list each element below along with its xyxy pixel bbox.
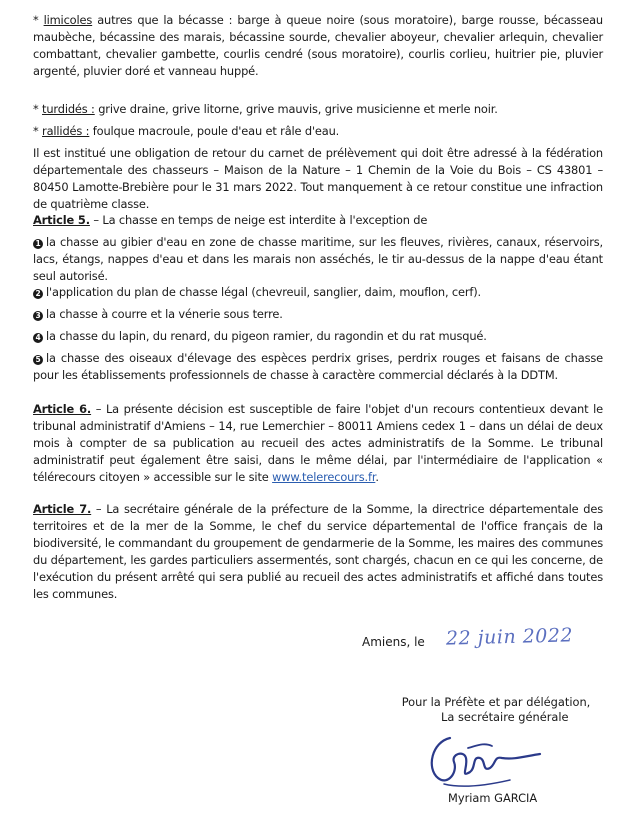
article-5-intro-text: – La chasse en temps de neige est interdite à l'exception de: [89, 213, 428, 227]
number-3-icon: 3: [33, 311, 43, 321]
article-7-paragraph: [33, 501, 603, 603]
article-5-item-text: la chasse des oiseaux d'élevage des espèces perdrix grises, perdrix rouges et faisans de chasse pour les établissements professionnels de chasse à caractère commercial déclarés à la DDTM.: [33, 351, 603, 382]
signer-name: Myriam GARCIA: [448, 791, 538, 805]
handwritten-date: 22 juin 2022: [445, 624, 574, 650]
article-5-intro: [33, 212, 603, 229]
article-5-item-4: [33, 328, 603, 345]
article-6-end: .: [375, 470, 379, 484]
article-7-heading: Article 7.: [33, 502, 92, 516]
article-5-item-2: [33, 284, 603, 301]
number-4-icon: 4: [33, 333, 43, 343]
article-6-heading: Article 6.: [33, 402, 92, 416]
article-5-item-5: [33, 350, 603, 384]
limicoles-label: limicoles: [43, 13, 93, 27]
turdides-paragraph: * turdidés : grive draine, grive litorne, grive mauvis, grive musicienne et merle noir.: [33, 102, 498, 116]
article-5-item-text: la chasse au gibier d'eau en zone de chasse maritime, sur les fleuves, rivières, canaux, réservoirs, lacs, étangs, nappes d'eau et dans les marais non asséchés, le tir au-dessus de la nappe d'eau étant seul autorisé.: [33, 235, 603, 283]
article-5-item-text: l'application du plan de chasse légal (chevreuil, sanglier, daim, mouflon, cerf).: [46, 285, 482, 299]
handwritten-signature-icon: [424, 728, 544, 792]
signature-title: La secrétaire générale: [441, 710, 569, 724]
rallides-label: rallidés :: [42, 124, 90, 138]
obligation-paragraph: Il est institué une obligation de retour du carnet de prélèvement qui doit être adressé à la fédération départementale des chasseurs – Maison de la Nature – 1 Chemin de la Voie du Bois – CS 43801 – 80450 Lamotte-Brebière pour le 31 mars 2022. Tout manquement à ce retour constitue une infraction de quatrième classe.: [33, 146, 603, 211]
article-5-heading: Article 5.: [33, 213, 90, 227]
article-7-text: – La secrétaire générale de la préfecture de la Somme, la directrice départementale des territoires et de la mer de la Somme, le chef du service départemental de l'office français de la biodiversité, le commandant du groupement de gendarmerie de la Somme, les maires des communes du département, les gardes particuliers assermentés, sont chargés, chacun en ce qui les concerne, de l'exécution du présent arrêté qui sera publié au recueil des actes administratifs et affiché dans toutes les communes.: [33, 502, 604, 601]
article-5-item-3: [33, 306, 603, 323]
number-1-icon: 1: [33, 239, 43, 249]
signature-delegation-line: Pour la Préfète et par délégation,: [401, 695, 591, 709]
article-6-text: – La présente décision est susceptible de faire l'objet d'un recours contentieux devant le tribunal administratif d'Amiens – 14, rue Lemerchier – 80011 Amiens cedex 1 – dans un délai de deux mois à compter de sa publication au recueil des actes administratifs de la Somme. Le tribunal administratif peut également être saisi, dans le même délai, par l'intermédiaire de l'application « télérecours citoyen » accessible sur le site: [33, 402, 603, 484]
article-6-paragraph: [33, 401, 603, 486]
rallides-text: foulque macroule, poule d'eau et râle d'eau.: [89, 124, 340, 138]
telerecours-link[interactable]: www.telerecours.fr: [272, 470, 376, 484]
limicoles-text: autres que la bécasse : barge à queue noire (sous moratoire), barge rousse, bécasseau maubèche, bécassine des marais, bécassine sourde, chevalier aboyeur, chevalier arlequin, chevalier combattant, chevalier gambette, courlis cendré (sous moratoire), courlis corlieu, huitrier pie, pluvier argenté, pluvier doré et vanneau huppé.: [33, 13, 603, 78]
rallides-paragraph: * rallidés : foulque macroule, poule d'eau et râle d'eau.: [33, 124, 340, 138]
turdides-text: grive draine, grive litorne, grive mauvis, grive musicienne et merle noir.: [94, 102, 498, 116]
place-label: Amiens, le: [362, 635, 425, 649]
article-5-item-text: la chasse à courre et la vénerie sous terre.: [46, 307, 283, 321]
limicoles-paragraph: * limicoles autres que la bécasse : barge à queue noire (sous moratoire), barge rousse, bécasseau maubèche, bécassine des marais, bécassine sourde, chevalier aboyeur, chevalier arlequin, chevalier combattant, chevalier gambette, courlis cendré (sous moratoire), courlis corlieu, huitrier pie, pluvier argenté, pluvier doré et vanneau huppé.: [33, 13, 603, 78]
article-5-item-text: la chasse du lapin, du renard, du pigeon ramier, du ragondin et du rat musqué.: [46, 329, 487, 343]
turdides-label: turdidés :: [42, 102, 95, 116]
number-2-icon: 2: [33, 289, 43, 299]
article-5-item-1: [33, 234, 603, 285]
number-5-icon: 5: [33, 355, 43, 365]
